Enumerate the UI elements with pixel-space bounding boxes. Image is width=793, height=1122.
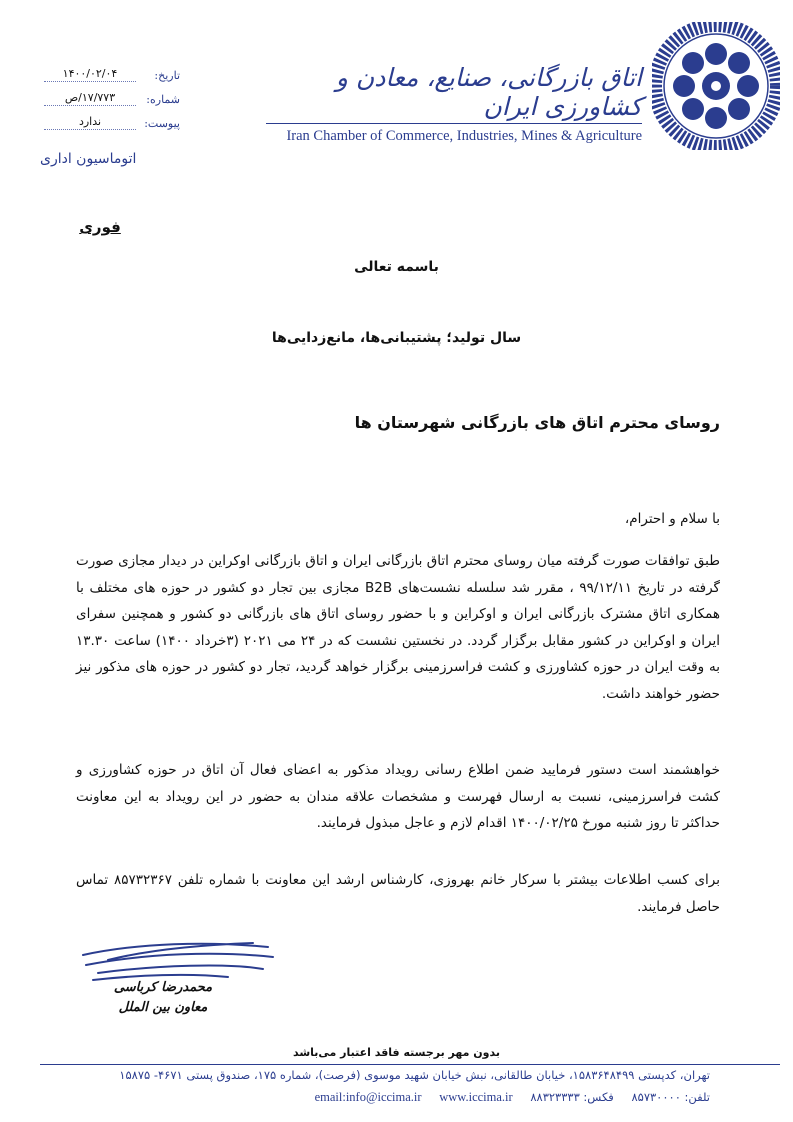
date-label: تاریخ: <box>154 69 180 82</box>
signer-title: معاون بین الملل <box>118 1000 208 1015</box>
contact-line <box>176 1090 710 1105</box>
secretariat-label: اتوماسیون اداری <box>40 151 137 167</box>
body-paragraph-3: برای کسب اطلاعات بیشتر با سرکار خانم بهروزی، کارشناس ارشد این معاونت با شماره تلفن ۸۵۷۳۲۳۶۷ تماس حاصل فرمایند. <box>76 872 720 915</box>
title-divider <box>266 123 642 124</box>
date-value: ۱۴۰۰/۰۲/۰۴ <box>44 67 136 82</box>
org-name-fa: اتاق بازرگانی، صنایع، معادن و کشاورزی ایران <box>335 63 642 121</box>
year-motto: سال تولید؛ پشتیبانی‌ها، مانع‌زدایی‌ها <box>271 330 522 346</box>
bismillah-heading: باسمه تعالی <box>354 259 439 275</box>
recipient-line: روسای محترم اتاق های بازرگانی شهرستان ها <box>354 413 720 432</box>
fax-number: فکس: ۸۸۳۲۳۳۳۳ <box>530 1090 614 1104</box>
number-value: ۱۷/۷۷۳/ص <box>44 91 136 106</box>
number-label: شماره: <box>146 93 180 106</box>
attachment-label: پیوست: <box>144 117 180 130</box>
stamp-notice: بدون مهر برجسته فاقد اعتبار می‌باشد <box>292 1046 501 1059</box>
urgency-label: فوری <box>79 218 121 236</box>
body-paragraph-1: طبق توافقات صورت گرفته میان روسای محترم اتاق بازرگانی ایران و اتاق بازرگانی اوکراین در دیدار مجازی صورت گرفته در تاریخ ۹۹/۱۲/۱۱ ، مقرر شد سلسله نشست‌های B2B مجازی بین تجار دو کشور در حوزه های مختلف با همکاری اتاق مشترک بازرگانی ایران و اوکراین و با حضور روسای اتاق های بازرگانی دو کشور و همچنین سفرای ایران و اوکراین در کشور مقابل برگزار گردد. در نخستین نشست که در ۲۴ می ۲۰۲۱ (۳خرداد ۱۴۰۰) ساعت ۱۳.۳۰ به وقت ایران در حوزه کشاورزی و کشت فراسرزمینی برگزار خواهد گردید، تجار دو کشور در حوزه های مذکور نیز حضور خواهند داشت. <box>76 553 720 702</box>
number-row <box>40 82 180 106</box>
chamber-logo-icon <box>652 22 780 150</box>
body-paragraph-2: خواهشمند است دستور فرمایید ضمن اطلاع رسانی رویداد مذکور به اعضای فعال آن اتاق در حوزه کشاورزی و کشت فراسرزمینی، نسبت به ارسال فهرست و مشخصات علاقه مندان به حضور در این رویداد به این معاونت حداکثر تا روز شنبه مورخ ۱۴۰۰/۰۲/۲۵ اقدام لازم و عاجل مبذول فرمایند. <box>76 762 720 831</box>
phone-number: تلفن: ۸۵۷۳۰۰۰۰ <box>631 1090 710 1104</box>
attachment-value: ندارد <box>44 115 136 130</box>
letter-meta <box>40 58 180 130</box>
postal-address: تهران، کدپستی ۱۵۸۳۶۴۸۴۹۹، خیابان طالقانی، نبش خیابان شهید موسوی (فرصت)، شماره ۱۷۵، صندوق پستی ۴۶۷۱- ۱۵۸۷۵ <box>119 1068 710 1082</box>
email-link[interactable]: email:info@iccima.ir <box>314 1090 422 1104</box>
website-link[interactable]: www.iccima.ir <box>439 1090 513 1104</box>
attachment-row <box>40 106 180 130</box>
footer-divider <box>40 1064 780 1065</box>
greeting: با سلام و احترام، <box>624 511 720 527</box>
signer-name: محمدرضا کرباسی <box>113 980 213 995</box>
date-row <box>40 58 180 82</box>
org-name-en: Iran Chamber of Commerce, Industries, Mines & Agriculture <box>286 128 642 144</box>
